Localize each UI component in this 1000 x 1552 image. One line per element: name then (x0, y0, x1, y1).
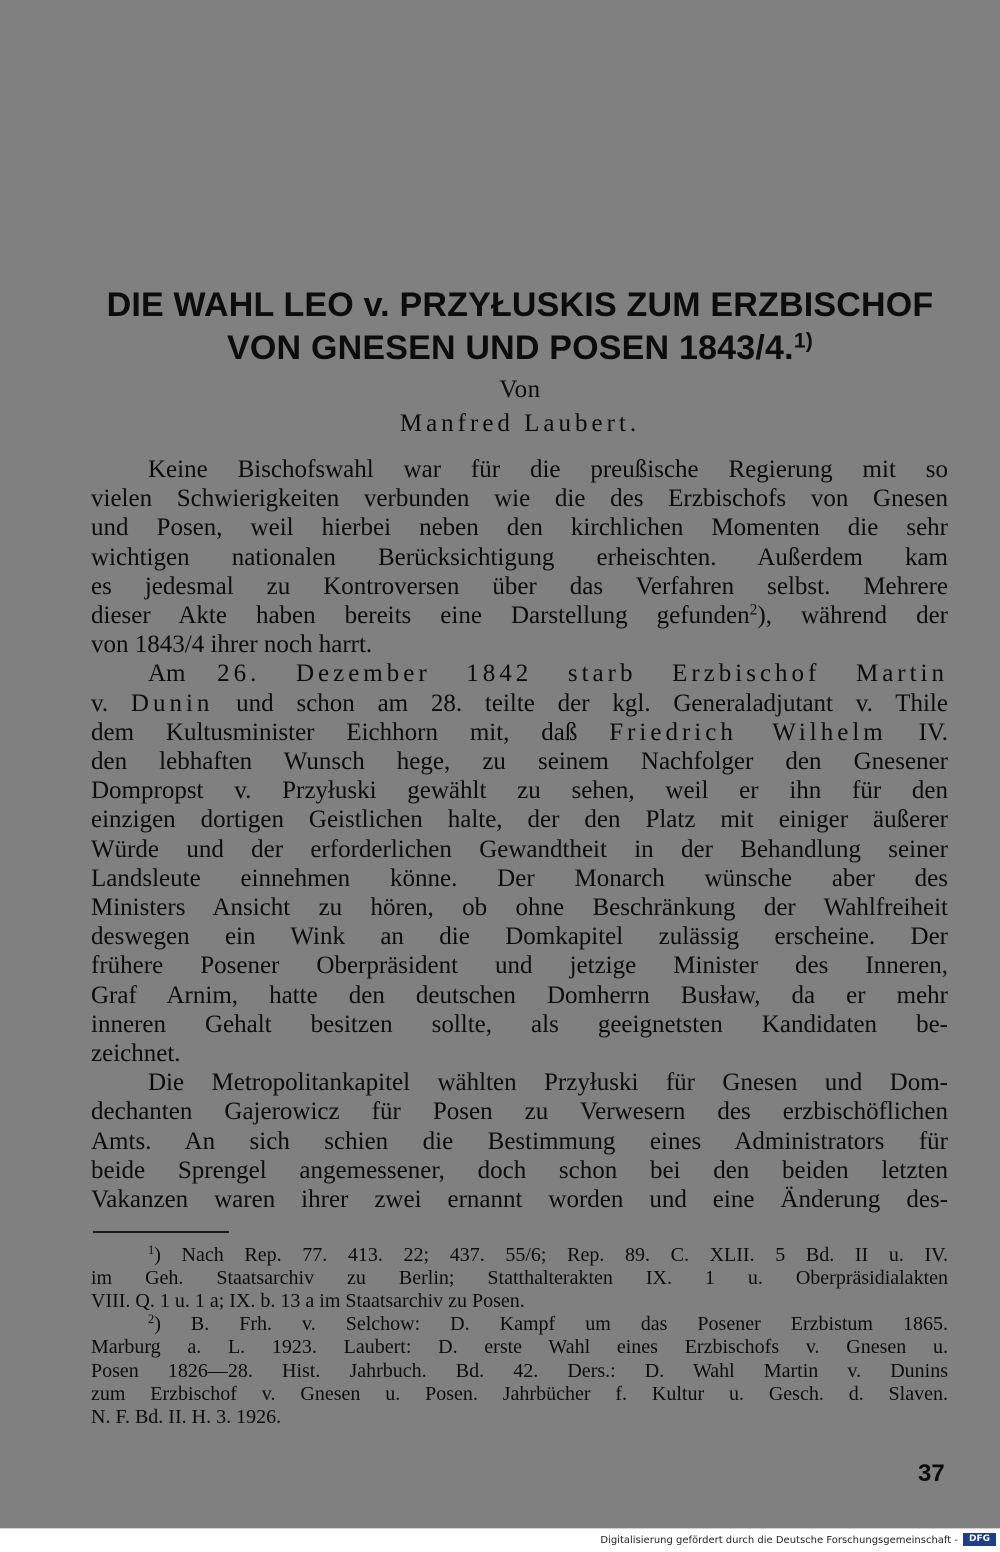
footnote-line-text: VIII. Q. 1 u. 1 a; IX. b. 13 a im Staatsarchiv zu Posen. (91, 1290, 525, 1313)
footnote-separator (93, 1231, 229, 1233)
body-line-text: den lebhaften Wunsch hege, zu seinem Nachfolger den Gnesener (91, 748, 948, 775)
body-line-text: es jedesmal zu Kontroversen über das Verfahren selbst. Mehrere (91, 572, 948, 600)
footnote-line (91, 1383, 948, 1406)
body-line (91, 835, 948, 864)
body-line-text: einzigen dortigen Geistlichen halte, der den Platz mit einiger äußerer (91, 806, 948, 834)
body-line (91, 630, 948, 659)
footnote-line-text: ) B. Frh. v. Selchow: D. Kampf um das Posener Erzbistum 1865. (154, 1313, 948, 1336)
body-line-text: 26. Dezember 1842 starb Erzbischof Martin (217, 660, 949, 688)
body-line-text: frühere Posener Oberpräsident und jetzige Minister des Inneren, (91, 952, 948, 980)
body-line (91, 1185, 948, 1214)
body-line-text: Graf Arnim, hatte den deutschen Domherrn Busław, da er mehr (91, 981, 948, 1009)
body-line-text: und Posen, weil hierbei neben den kirchlichen Momenten die sehr (91, 514, 948, 542)
body-line (91, 922, 948, 951)
footnote-line-text: Marburg a. L. 1923. Laubert: D. erste Wahl eines Erzbischofs v. Gnesen u. (91, 1336, 948, 1359)
footnote-line (91, 1406, 948, 1429)
body-line-text: beide Sprengel angemessener, doch schon bei den beiden letzten (91, 1156, 948, 1184)
footnote-reference: 2 (749, 601, 758, 619)
digitization-credit-text: Digitalisierung gefördert durch die Deutsche Forschungsgemeinschaft - (600, 1535, 958, 1546)
page-number: 37 (918, 1460, 945, 1487)
body-line (91, 543, 948, 572)
body-line-text: Landsleute einnehmen könne. Der Monarch wünsche aber des (91, 864, 948, 892)
body-line (91, 1156, 948, 1185)
body-line (91, 1010, 948, 1039)
body-line-text: Amts. An sich schien die Bestimmung eines Administrators für (91, 1127, 948, 1155)
body-line (91, 1097, 948, 1126)
article-title-line-2 (60, 326, 980, 370)
body-line (91, 951, 948, 980)
body-line-text: Würde und der erforderlichen Gewandtheit in der Behandlung seiner (91, 835, 948, 863)
author-name: Manfred Laubert. (399, 410, 641, 437)
body-line-text: dieser Akte haben bereits eine Darstellung gefunden (91, 602, 750, 629)
body-line (91, 805, 948, 834)
body-line (91, 776, 948, 805)
body-line-text: ), während der (757, 602, 948, 629)
footnote-line (91, 1290, 948, 1313)
body-line (91, 601, 948, 630)
footnote-reference: 2 (148, 1312, 155, 1327)
digitization-credit-bar (0, 1528, 1000, 1552)
body-line (91, 455, 948, 484)
article-title-line-1: DIE WAHL LEO v. PRZYŁUSKIS ZUM ERZBISCHOF (106, 286, 934, 324)
body-line-text: zeichnet. (91, 1040, 181, 1067)
footnote-line (91, 1244, 948, 1267)
title-footnote-mark: 1) (793, 329, 813, 353)
body-line (91, 1068, 948, 1097)
body-line-text: vielen Schwierigkeiten verbunden wie die des Erzbischofs von Gnesen (91, 485, 948, 513)
body-line-text: dechanten Gajerowicz für Posen zu Verwesern des erzbischöflichen (91, 1098, 948, 1126)
footnote-line (91, 1267, 948, 1290)
body-line-text: Die Metropolitankapitel wählten Przyłuski für Gnesen und Dom- (148, 1069, 948, 1097)
footnote-line (91, 1360, 948, 1383)
body-line-text: und schon am 28. teilte der kgl. Generaladjutant v. Thile (213, 689, 948, 717)
byline-von: Von (499, 376, 541, 403)
body-line (91, 893, 948, 922)
body-line (91, 747, 948, 776)
body-line-text: IV. (886, 718, 948, 746)
body-line-text: von 1843/4 ihrer noch harrt. (91, 631, 373, 659)
footnote-line (91, 1313, 948, 1336)
body-line-text: Keine Bischofswahl war für die preußische Regierung mit so (148, 456, 948, 483)
body-line-text: dem Kultusminister Eichhorn mit, daß (91, 718, 610, 746)
footnote-line-text: ) Nach Rep. 77. 413. 22; 437. 55/6; Rep. 89. C. XLII. 5 Bd. II u. IV. (154, 1244, 948, 1266)
body-line-text: Friedrich Wilhelm (609, 718, 887, 746)
footnote-line (91, 1336, 948, 1359)
body-line (91, 659, 948, 688)
body-line (91, 1039, 948, 1068)
body-line (91, 1127, 948, 1156)
body-line-text: Ministers Ansicht zu hören, ob ohne Beschränkung der Wahlfreiheit (91, 894, 948, 921)
body-line (91, 513, 948, 542)
body-line-text: wichtigen nationalen Berücksichtigung erheischten. Außerdem kam (91, 543, 948, 571)
body-line (91, 864, 948, 893)
body-line (91, 981, 948, 1010)
body-line (91, 689, 948, 718)
body-line (91, 484, 948, 513)
body-line-text: Dunin (130, 689, 214, 717)
footnote-line-text: zum Erzbischof v. Gnesen u. Posen. Jahrbücher f. Kultur u. Gesch. d. Slaven. (91, 1382, 948, 1405)
body-line-text: Dompropst v. Przyłuski gewählt zu sehen, weil er ihn für den (91, 777, 948, 805)
body-line-text: v. (91, 689, 131, 717)
article-title-line-2-text: VON GNESEN UND POSEN 1843/4. (227, 329, 794, 367)
footnote-line-text: im Geh. Staatsarchiv zu Berlin; Statthalterakten IX. 1 u. Oberpräsidialakten (91, 1267, 948, 1290)
body-line-text: Vakanzen waren ihrer zwei ernannt worden und eine Änderung des- (91, 1186, 948, 1213)
body-line-text: inneren Gehalt besitzen sollte, als geeignetsten Kandidaten be- (91, 1010, 948, 1038)
body-line-text: Am (148, 660, 218, 688)
footnote-reference: 1 (148, 1243, 155, 1258)
dfg-logo: DFG (963, 1533, 996, 1546)
body-line (91, 572, 948, 601)
body-line (91, 718, 948, 747)
footnote-line-text: Posen 1826—28. Hist. Jahrbuch. Bd. 42. Ders.: D. Wahl Martin v. Dunins (91, 1359, 948, 1382)
body-line-text: deswegen ein Wink an die Domkapitel zulässig erscheine. Der (91, 923, 948, 951)
footnote-line-text: N. F. Bd. II. H. 3. 1926. (91, 1405, 282, 1428)
